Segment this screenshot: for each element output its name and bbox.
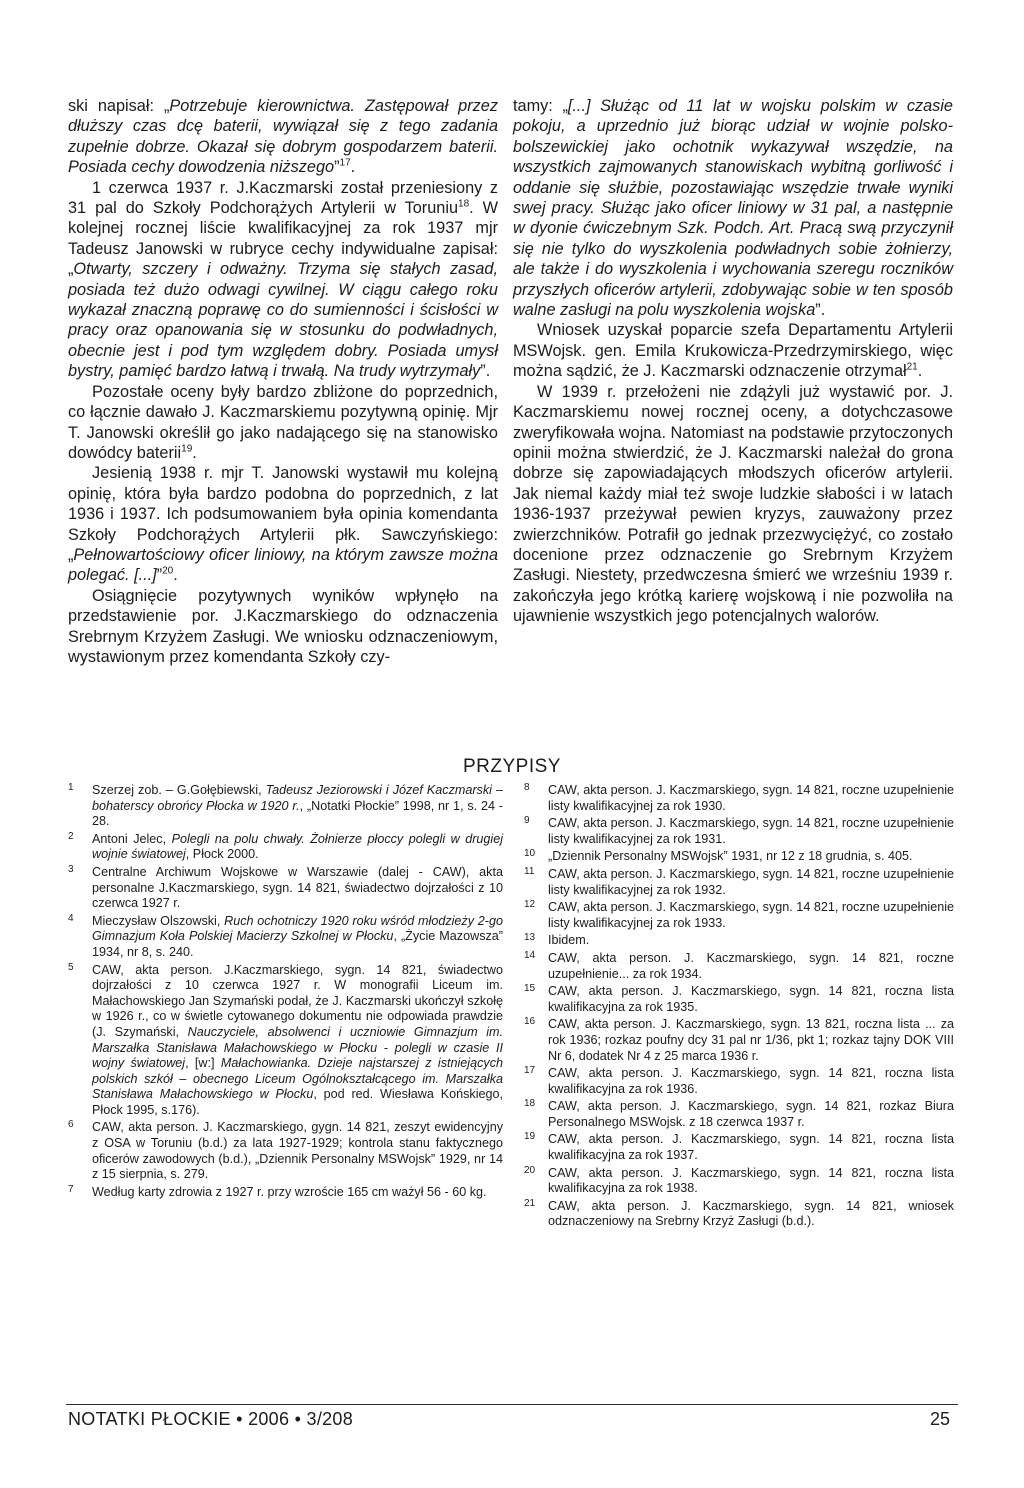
quoted-italic-text: Pełnowartościowy oficer liniowy, na którym zawsze można polegać. [...] [68,545,498,585]
body-column-left [68,96,498,667]
footnote-item [68,914,503,961]
text-run: . [192,443,197,462]
footnote-item [524,900,954,931]
text-run: Ibidem. [548,933,590,948]
text-run: CAW, akta person. J. Kaczmarskiego, sygn. 14 821, rozkaz Biura Personalnego MSWojsk. z 18 czerwca 1937 r. [548,1099,954,1129]
text-run: . [173,566,178,585]
body-paragraph [68,463,498,585]
footnote-item [524,1099,954,1130]
footnote-number: 4 [68,912,74,924]
text-run: ”. [815,301,826,320]
footnote-item [524,1199,954,1230]
text-run: , „Notatki Płockie” 1998, nr 1, s. 24 - 28. [92,798,503,829]
footnote-number: 18 [524,1098,536,1110]
body-column-right [513,96,953,627]
text-run: CAW, akta person. J. Kaczmarskiego, sygn. 14 821, roczna lista kwalifikacyjna za rok 1936. [548,1066,954,1096]
footnote-reference: 19 [181,443,193,455]
footnote-number: 17 [524,1065,536,1077]
text-run: Antoni Jelec, [92,831,172,846]
text-run: Według karty zdrowia z 1927 r. przy wzroście 165 cm ważył 56 - 60 kg. [92,1184,487,1199]
text-run: Centralne Archiwum Wojskowe w Warszawie (dalej - CAW), akta personalne J.Kaczmarskiego, sygn. 14 821, świadectwo dojrzałości z 10 czerwca 1927 r. [92,864,503,911]
footnote-number: 10 [524,848,536,860]
quoted-italic-text: Tadeusz Jeziorowski i Józef Kaczmarski – bohaterscy obrońcy Płocka w 1920 r. [92,783,503,813]
footnote-item [68,1120,503,1182]
footnote-number: 2 [68,830,74,842]
footnote-number: 7 [68,1183,74,1195]
text-run: CAW, akta person. J. Kaczmarskiego, sygn. 14 821, roczne uzupełnienie listy kwalifikacyjnej za rok 1932. [548,866,954,897]
quoted-italic-text: [...] Służąc od 11 lat w wojsku polskim w czasie pokoju, a uprzednio już biorąc udział w wojnie polsko-bolszewickiej jako ochotnik wykazywał wszędzie, na wszystkich zajmowanych stanowiskach wybitną gorliwość i oddanie się służbie, pozostawiając wszędzie trwałe wyniki swej pracy. Służąc jako oficer liniowy w 31 pal, a następnie w dyonie ćwiczebnym Szk. Podch. Art. Pracą swą przyczynił się nie tylko do wyszkolenia podwładnych sobie żołnierzy, ale także i do wyszkolenia i wychowania szeregu roczników przyszłych oficerów artylerii, zdobywając sobie w ten sposób walne zasługi na polu wyszkolenia wojska [513,97,953,320]
text-run: CAW, akta person. J. Kaczmarskiego, sygn. 14 821, roczna lista kwalifikacyjna za rok 1935. [548,984,954,1014]
text-run: CAW, akta person. J. Kaczmarskiego, sygn. 14 821, wniosek odznaczeniowy na Srebrny Krzyż Zasługi (b.d.). [548,1198,954,1229]
text-run: ” [156,566,163,585]
text-run: CAW, akta person. J. Kaczmarskiego, sygn. 14 821, roczna lista kwalifikacyjna za rok 1937. [548,1132,954,1163]
footnote-number: 5 [68,961,74,973]
footnote-reference: 21 [906,361,918,373]
text-run: Wniosek uzyskał poparcie szefa Departamentu Artylerii MSWojsk. gen. Emila Krukowicza-Przedrzymirskiego, więc można sądzić, że J. Kaczmarski odznaczenie otrzymał [513,321,953,381]
text-run: . [917,362,923,381]
text-run: CAW, akta person. J. Kaczmarskiego, sygn. 13 821, roczna lista ... za rok 1936; rozkaz poufny dcy 31 pal nr 1/36, pkt 1; rozkaz tajny DOK VIII Nr 6, dodatek Nr 4 z 25 marca 1936 r. [548,1017,954,1063]
footnote-reference: 20 [162,565,174,577]
footnote-number: 20 [524,1164,536,1176]
footnote-number: 14 [524,949,536,961]
page-number: 25 [929,1409,950,1429]
body-paragraph [68,586,498,668]
footnote-number: 6 [68,1119,74,1131]
footnote-item [524,816,954,847]
text-run: ” [334,158,340,177]
body-paragraph [68,96,498,178]
footnote-number: 21 [524,1197,536,1209]
footnote-item [524,933,954,949]
quoted-italic-text: Polegli na polu chwały. Żołnierze płoccy polegli w drugiej wojnie światowej [92,831,503,862]
footnote-number: 19 [524,1131,536,1143]
text-run: tamy: „ [513,97,568,115]
footnote-item [68,963,503,1119]
quoted-italic-text: Potrzebuje kierownictwa. Zastępował przez dłuższy czas dcę baterii, wywiązał się z tego zadania zupełnie dobrze. Okazał się dobrym gospodarzem baterii. Posiada cechy dowodzenia niższego [68,97,498,177]
text-run: CAW, akta person. J. Kaczmarskiego, gygn. 14 821, zeszyt ewidencyjny z OSA w Toruniu (b.d.) za lata 1927-1929; kontrola stanu faktycznego oficerów zawodowych (b.d.), „Dziennik Personalny MSWojsk” 1929, nr 14 z 15 sierpnia, s. 279. [92,1120,503,1182]
footnote-reference: 17 [339,157,351,169]
text-run: CAW, akta person. J. Kaczmarskiego, sygn. 14 821, roczne uzupełnienie listy kwalifikacyjnej za rok 1930. [548,783,954,813]
footnote-number: 16 [524,1016,536,1028]
text-run: CAW, akta person. J. Kaczmarskiego, sygn. 14 821, roczne uzupełnienie... za rok 1934. [548,950,954,981]
text-run: CAW, akta person. J. Kaczmarskiego, sygn. 14 821, roczna lista kwalifikacyjna za rok 1938. [548,1165,954,1196]
text-run: , „Życie Mazowsza” 1934, nr 8, s. 240. [92,929,503,959]
text-run: . [350,158,356,177]
text-run: , Płock 2000. [185,847,259,862]
text-run: CAW, akta person. J. Kaczmarskiego, sygn. 14 821, roczne uzupełnienie listy kwalifikacyjnej za rok 1933. [548,900,954,930]
footnote-item [524,1132,954,1163]
text-run: 1 czerwca 1937 r. J.Kaczmarski został przeniesiony z 31 pal do Szkoły Podchorążych Artylerii w Toruniu [68,178,498,218]
footnote-item [68,865,503,912]
footnote-item [524,1066,954,1097]
footnote-item [524,1166,954,1197]
body-paragraph [513,382,953,627]
text-run: „Dziennik Personalny MSWojsk” 1931, nr 12 z 18 grudnia, s. 405. [548,849,913,864]
footnote-number: 3 [68,863,74,875]
text-run: Osiągnięcie pozytywnych wyników wpłynęło na przedstawienie por. J.Kaczmarskiego do odznaczenia Srebrnym Krzyżem Zasługi. We wniosku odznaczeniowym, wystawionym przez komendanta Szkoły czy- [68,586,498,666]
footnote-number: 13 [524,932,536,944]
text-run: ”. [480,362,491,381]
text-run: Mieczysław Olszowski, [92,913,225,928]
footnote-number: 11 [524,865,535,877]
footnotes-column-right [524,783,954,1232]
footnote-number: 1 [68,782,74,793]
footnote-item [68,1185,503,1201]
text-run: . W kolejnej rocznej liście kwalifikacyjnej za rok 1937 mjr Tadeusz Janowski w rubryce cechy indywidualne zapisał: „ [68,199,498,279]
text-run: Jesienią 1938 r. mjr T. Janowski wystawił mu kolejną opinię, która była bardzo podobna do poprzednich, z lat 1936 i 1937. Ich podsumowaniem była opinia komendanta Szkoły Podchorążych Artylerii płk. Sawczyńskiego: „ [68,464,498,564]
quoted-italic-text: Nauczyciele, absolwenci i uczniowie Gimnazjum im. Marszałka Stanisława Małachowskiego w Płocku - polegli w czasie II wojny światowej [92,1024,503,1071]
footnote-reference: 18 [458,198,470,210]
text-run: , [w:] [185,1056,221,1071]
text-run: Pozostałe oceny były bardzo zbliżone do poprzednich, co łącznie dawało J. Kaczmarskiemu pozytywną opinię. Mjr T. Janowski określił go jako nadającego się na stanowisko dowódcy baterii [68,382,498,462]
footnote-item [524,951,954,982]
footnote-item [68,832,503,863]
footnote-number: 12 [524,899,536,911]
footnote-number: 15 [524,983,536,995]
journal-footer: NOTATKI PŁOCKIE • 2006 • 3/208 [68,1409,354,1429]
quoted-italic-text: Ruch ochotniczy 1920 roku wśród młodzieży 2-go Gimnazjum Koła Polskiej Macierzy Szkolnej w Płocku [92,913,503,944]
body-paragraph [513,320,953,381]
text-run: Szerzej zob. – G.Gołębiewski, [92,783,266,797]
footnote-item [524,849,954,865]
footer-divider [66,1404,958,1405]
footnote-item [524,1017,954,1064]
text-run: , pod red. Wiesława Końskiego, Płock 1995, s.176). [92,1087,503,1117]
text-run: CAW, akta person. J. Kaczmarskiego, sygn. 14 821, roczne uzupełnienie listy kwalifikacyjnej za rok 1931. [548,816,954,846]
text-run: CAW, akta person. J.Kaczmarskiego, sygn. 14 821, świadectwo dojrzałości z 10 czerwca 1927 r. W monografii Liceum im. Małachowskiego Jan Szymański podał, że J. Kaczmarski ukończył szkołę w 1926 r., co w świetle cytowanego dokumentu nie odpowiada prawdzie (J. Szymański, [92,962,503,1039]
text-run: W 1939 r. przełożeni nie zdążyli już wystawić por. J. Kaczmarskiemu nowej rocznej oceny, a dotychczasowe zweryfikowała wojna. Natomiast na podstawie przytoczonych opinii można stwierdzić, że J. Kaczmarski należał do grona dobrze się zapowiadających młodszych oficerów artylerii. Jak niemal każdy miał też swoje ludzkie słabości i w latach 1936-1937 przeżywał pewien kryzys, zauważony przez zwierzchników. Potrafił go jednak przezwyciężyć, co zostało docenione przez odznaczenie go Srebrnym Krzyżem Zasługi. Niestety, przedwczesna śmierć we wrześniu 1939 r. zakończyła jego krótką karierę wojskową i nie pozwoliła na ujawnienie wszystkich jego potencjalnych walorów. [513,382,953,626]
footnote-item [524,783,954,814]
text-run: ski napisał: „ [68,97,170,115]
footnotes-column-left [68,783,503,1202]
body-paragraph [68,178,498,382]
footnotes-heading: PRZYPISY [463,756,561,777]
body-paragraph [68,382,498,464]
footnote-item [68,783,503,830]
quoted-italic-text: Otwarty, szczery i odważny. Trzyma się stałych zasad, posiada też dużo odwagi cywilnej. W ciągu całego roku wykazał znaczną poprawę co do sumienności i ścisłości w pracy oraz opanowania się w stosunku do podwładnych, obecnie jest i pod tym względem dobry. Posiada umysł bystry, pamięć bardzo łatwą i trwałą. Na trudy wytrzymały [68,260,498,381]
body-paragraph [513,96,953,320]
footnote-number: 8 [524,782,530,793]
footnote-number: 9 [524,815,530,827]
quoted-italic-text: Małachowianka. Dzieje najstarszej z istniejących polskich szkół – obecnego Liceum Ogólnokształcącego im. Marszałka Stanisława Małachowskiego w Płocku [92,1056,503,1102]
footnote-item [524,867,954,898]
footnote-item [524,984,954,1015]
